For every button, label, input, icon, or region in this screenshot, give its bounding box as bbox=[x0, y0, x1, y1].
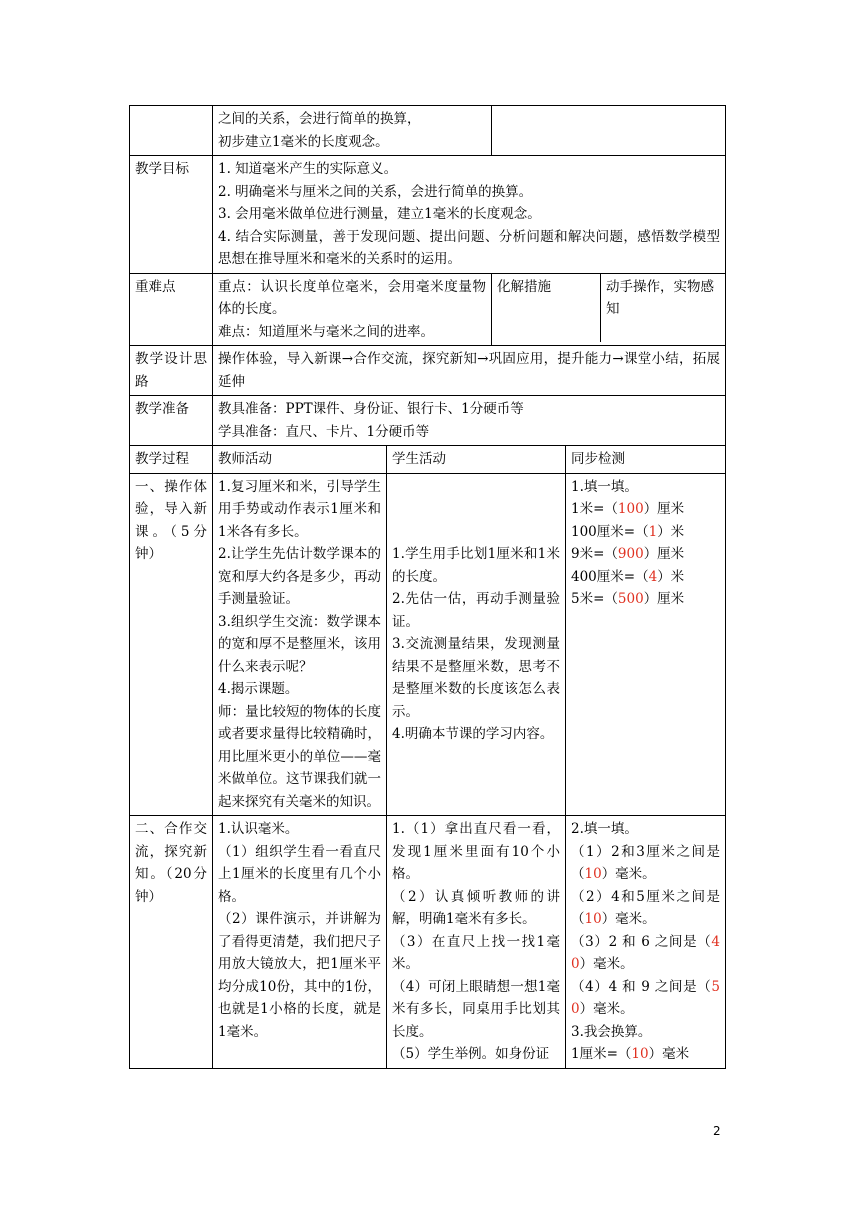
student-activity bbox=[387, 816, 566, 1069]
student-activity bbox=[387, 473, 566, 816]
check-item: 1米=（100）厘米 bbox=[571, 501, 685, 517]
stage-label: 一、操作体验，导入新课。（5分钟） bbox=[130, 473, 213, 816]
check-item: 400厘米=（4）米 bbox=[571, 568, 685, 585]
column-header: 学生活动 bbox=[387, 446, 566, 474]
check-item: （2）4和5厘米之间是（10）毫米。 bbox=[571, 888, 720, 927]
text-line: 初步建立1毫米的长度观念。 bbox=[218, 133, 389, 150]
prep-cell bbox=[213, 396, 726, 446]
answer: 10 bbox=[584, 911, 602, 927]
focus-text: 重点：认识长度单位毫米，会用毫米度量物体的长度。 bbox=[218, 278, 486, 317]
table-row bbox=[130, 346, 726, 396]
goal-item: 4. 结合实际测量，善于发现问题、提出问题、分析问题和解决问题，感悟数学模型思想在推导厘米和毫米的关系时的运用。 bbox=[218, 228, 720, 267]
check-title: 3.我会换算。 bbox=[571, 1023, 652, 1040]
activity-item: （2）认真倾听教师的讲解，明确1毫米有多长。 bbox=[392, 888, 560, 927]
teacher-activity bbox=[213, 816, 387, 1069]
activity-item: 2.让学生先估计数学课本的宽和厚大约各是多少，再动手测量验证。 bbox=[218, 546, 381, 607]
table-row bbox=[130, 473, 726, 816]
resolve-subtable bbox=[492, 274, 725, 342]
check-item: （1）2和3厘米之间是（10）毫米。 bbox=[571, 843, 720, 882]
activity-item: （4）可闭上眼睛想一想1毫米有多长，同桌用手比划其长度。 bbox=[392, 978, 560, 1040]
activity-item: 3.交流测量结果，发现测量结果不是整厘米数，思考不是整厘米数的长度该怎么表示。 bbox=[392, 636, 560, 720]
answer: 4 bbox=[648, 568, 658, 585]
activity-item: 4.揭示课题。 bbox=[218, 681, 299, 697]
resolve-label: 化解措施 bbox=[492, 274, 601, 342]
activity-item: 1.学生用手比划1厘米和1米的长度。 bbox=[392, 546, 560, 585]
goal-item: 2. 明确毫米与厘米之间的关系，会进行简单的换算。 bbox=[218, 183, 533, 200]
empty-cell bbox=[492, 106, 726, 156]
lesson-plan-table bbox=[129, 105, 726, 1069]
row-label: 教学设计思路 bbox=[130, 346, 213, 396]
goals-cell bbox=[213, 156, 726, 274]
table-row bbox=[130, 273, 726, 346]
activity-item: 1.复习厘米和米，引导学生用手势或动作表示1厘米和1米各有多长。 bbox=[218, 478, 381, 540]
answer: 50 bbox=[571, 978, 720, 1017]
stage-label: 二、合作交流，探究新知。（20分钟） bbox=[130, 816, 213, 1069]
table-row bbox=[130, 816, 726, 1069]
table-row bbox=[130, 156, 726, 274]
check-item: 5米=（500）厘米 bbox=[571, 591, 685, 607]
teacher-activity bbox=[213, 473, 387, 816]
teacher-prep: 教具准备：PPT课件、身份证、银行卡、1分硬币等 bbox=[218, 401, 524, 417]
sync-check bbox=[566, 473, 726, 816]
check-item: （3）2 和 6 之间是（40）毫米。 bbox=[571, 933, 720, 972]
goal-item: 1. 知道毫米产生的实际意义。 bbox=[218, 161, 398, 177]
table-row bbox=[130, 396, 726, 446]
check-item: 9米=（900）厘米 bbox=[571, 546, 685, 562]
answer: 100 bbox=[617, 501, 644, 517]
sync-check bbox=[566, 816, 726, 1069]
activity-item: 4.明确本节课的学习内容。 bbox=[392, 726, 554, 742]
answer: 10 bbox=[584, 866, 602, 882]
check-item: 100厘米=（1）米 bbox=[571, 523, 685, 540]
goal-item: 3. 会用毫米做单位进行测量，建立1毫米的长度观念。 bbox=[218, 206, 541, 222]
keypoints-cell bbox=[213, 273, 492, 346]
activity-item: 1.认识毫米。 bbox=[218, 821, 299, 837]
table-row bbox=[130, 106, 726, 156]
row-label: 教学目标 bbox=[130, 156, 213, 274]
row-label: 教学准备 bbox=[130, 396, 213, 446]
column-header: 教学过程 bbox=[130, 446, 213, 474]
activity-item: （1）组织学生看一看直尺上1厘米的长度里有几个小格。 bbox=[218, 843, 381, 905]
continuation-cell bbox=[213, 106, 492, 156]
resolve-value: 动手操作，实物感知 bbox=[606, 278, 714, 317]
text-line: 之间的关系，会进行简单的换算， bbox=[218, 111, 421, 127]
difficulty-text: 难点：知道厘米与毫米之间的进率。 bbox=[218, 323, 434, 340]
activity-item: （2）课件演示，并讲解为了看得更清楚，我们把尺子用放大镜放大，把1厘米平均分成10份，其中的1份，也就是1小格的长度，就是1毫米。 bbox=[218, 911, 381, 1040]
answer: 900 bbox=[617, 546, 644, 562]
empty-cell bbox=[130, 106, 213, 156]
check-title: 1.填一填。 bbox=[571, 478, 638, 495]
answer: 1 bbox=[648, 523, 658, 540]
check-title: 2.填一填。 bbox=[571, 821, 638, 837]
activity-item: （5）学生举例。如身份证 bbox=[392, 1046, 550, 1062]
activity-item: 2.先估一估，再动手测量验证。 bbox=[392, 591, 560, 630]
check-item: （4）4 和 9 之间是（50）毫米。 bbox=[571, 978, 720, 1017]
student-prep: 学具准备：直尺、卡片、1分硬币等 bbox=[218, 423, 430, 440]
design-cell: 操作体验，导入新课→合作交流，探究新知→巩固应用，提升能力→课堂小结，拓展延伸 bbox=[213, 346, 726, 396]
activity-item: （3）在直尺上找一找1毫米。 bbox=[392, 933, 560, 972]
activity-item: 师：量比较短的物体的长度或者要求量得比较精确时，用比厘米更小的单位——毫米做单位。这节课我们就一起来探究有关毫米的知识。 bbox=[218, 703, 381, 810]
activity-item: 1.（1）拿出直尺看一看，发现1厘米里面有10个小格。 bbox=[392, 821, 560, 882]
answer: 10 bbox=[631, 1046, 649, 1062]
activity-item: 3.组织学生交流：数学课本的宽和厚不是整厘米，该用什么来表示呢？ bbox=[218, 613, 381, 675]
resolve-cell bbox=[492, 273, 726, 346]
check-item: 1厘米=（10）毫米 bbox=[571, 1046, 690, 1062]
column-header: 同步检测 bbox=[566, 446, 726, 474]
answer: 40 bbox=[571, 933, 720, 972]
answer: 500 bbox=[617, 591, 644, 607]
page-number: 2 bbox=[713, 1124, 721, 1138]
table-row bbox=[130, 446, 726, 474]
column-header: 教师活动 bbox=[213, 446, 387, 474]
row-label: 重难点 bbox=[130, 273, 213, 346]
